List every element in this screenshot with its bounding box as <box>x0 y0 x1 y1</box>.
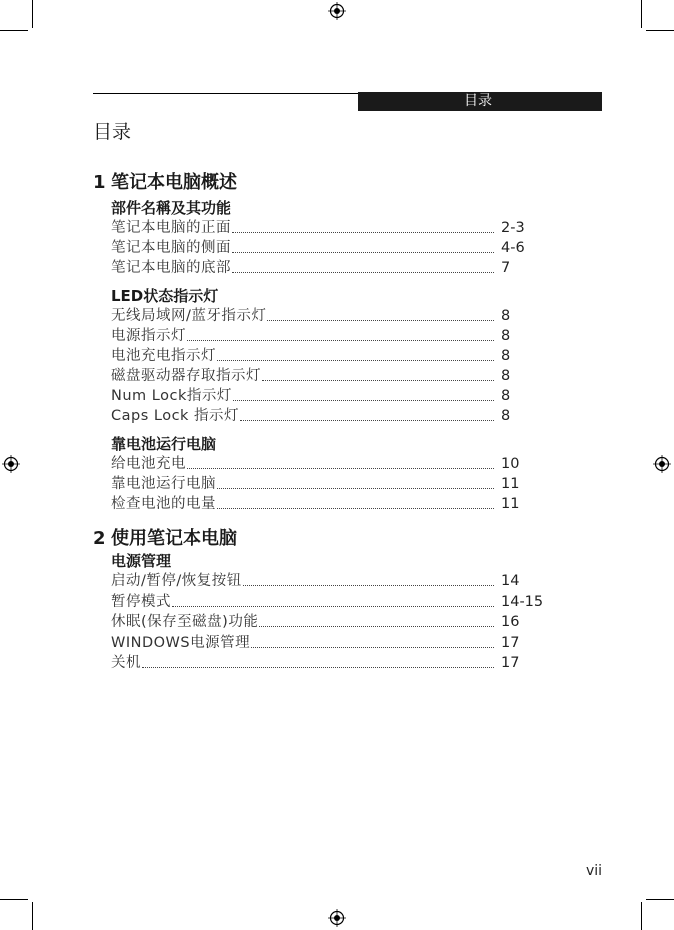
toc-entry-label: 关机 <box>111 655 141 671</box>
running-header <box>358 92 602 111</box>
toc-entry[interactable] <box>111 612 546 632</box>
toc-leader <box>233 400 494 401</box>
toc-entry-page: 8 <box>501 328 511 344</box>
toc-entry-page: 16 <box>501 614 520 630</box>
toc-entry-page: 4-6 <box>501 240 525 256</box>
toc-entry[interactable] <box>111 346 546 366</box>
crop-mark-bottom-right-horizontal <box>646 899 674 900</box>
page-title: 目录 <box>93 121 132 143</box>
chapter-number: 2 <box>93 528 106 549</box>
toc-entry-label: 电源指示灯 <box>111 328 186 344</box>
toc-entry-page: 11 <box>501 496 520 512</box>
toc-entry-page: 10 <box>501 456 520 472</box>
toc-entry-label: 检查电池的电量 <box>111 496 216 512</box>
toc-leader <box>217 488 494 489</box>
toc-entry-page: 7 <box>501 260 511 276</box>
toc-entry-label: 休眠(保存至磁盘)功能 <box>111 614 259 630</box>
toc-entry-label: Num Lock指示灯 <box>111 388 232 404</box>
section-heading: 部件名稱及其功能 <box>111 199 232 217</box>
registration-mark-icon <box>2 455 20 473</box>
toc-entry-label: 磁盘驱动器存取指示灯 <box>111 368 261 384</box>
crop-mark-bottom-left-vertical <box>32 902 33 930</box>
crop-mark-top-left-horizontal <box>0 30 28 31</box>
toc-entry-page: 14-15 <box>501 594 544 610</box>
page-number: vii <box>586 863 603 879</box>
toc-entry-page: 8 <box>501 408 511 424</box>
toc-entry-label: 无线局域网/蓝牙指示灯 <box>111 308 267 324</box>
toc-entry-page: 14 <box>501 573 520 589</box>
toc-entry[interactable] <box>111 494 546 514</box>
toc-entry-page: 11 <box>501 476 520 492</box>
toc-entry[interactable] <box>111 653 546 673</box>
toc-leader <box>251 647 494 648</box>
crop-mark-top-right-vertical <box>641 0 642 28</box>
toc-entry-page: 8 <box>501 348 511 364</box>
toc-leader <box>243 585 494 586</box>
toc-entry-page: 8 <box>501 308 511 324</box>
toc-entry-page: 17 <box>501 635 520 651</box>
toc-leader <box>267 320 494 321</box>
section-heading: LED状态指示灯 <box>111 287 219 305</box>
crop-mark-top-left-vertical <box>32 0 33 28</box>
toc-leader <box>262 380 494 381</box>
toc-entry[interactable] <box>111 571 546 591</box>
toc-entry[interactable] <box>111 474 546 494</box>
toc-entry[interactable] <box>111 326 546 346</box>
registration-mark-icon <box>328 909 346 927</box>
toc-leader <box>232 232 494 233</box>
running-header-label: 目录 <box>464 93 492 109</box>
toc-entry-label: 笔记本电脑的正面 <box>111 220 231 236</box>
toc-entry-label: Caps Lock 指示灯 <box>111 408 240 424</box>
toc-leader <box>217 360 494 361</box>
toc-leader <box>187 468 494 469</box>
toc-entry-label: 给电池充电 <box>111 456 186 472</box>
toc-leader <box>187 340 494 341</box>
toc-entry-label: 电池充电指示灯 <box>111 348 216 364</box>
toc-entry[interactable] <box>111 366 546 386</box>
toc-entry[interactable] <box>111 454 546 474</box>
toc-entry[interactable] <box>111 218 546 238</box>
toc-entry[interactable] <box>111 306 546 326</box>
crop-mark-bottom-right-vertical <box>641 902 642 930</box>
registration-mark-icon <box>328 2 346 20</box>
crop-mark-top-right-horizontal <box>646 30 674 31</box>
toc-entry[interactable] <box>111 406 546 426</box>
chapter-number: 1 <box>93 172 106 193</box>
toc-entry-page: 2-3 <box>501 220 525 236</box>
section-heading: 电源管理 <box>111 552 172 570</box>
registration-mark-icon <box>653 455 671 473</box>
toc-entry-page: 8 <box>501 388 511 404</box>
toc-entry-label: 暂停模式 <box>111 594 171 610</box>
toc-leader <box>172 606 494 607</box>
section-heading: 靠电池运行电脑 <box>111 435 217 453</box>
toc-leader <box>217 508 494 509</box>
toc-entry[interactable] <box>111 258 546 278</box>
toc-leader <box>259 626 494 627</box>
toc-entry[interactable] <box>111 238 546 258</box>
header-rule <box>93 93 358 94</box>
chapter-title: 使用笔记本电脑 <box>111 528 237 549</box>
toc-leader <box>240 420 494 421</box>
toc-entry-label: 笔记本电脑的底部 <box>111 260 231 276</box>
toc-entry[interactable] <box>111 386 546 406</box>
toc-entry-label: WINDOWS电源管理 <box>111 635 251 651</box>
toc-entry-label: 启动/暂停/恢复按钮 <box>111 573 242 589</box>
toc-entry-label: 笔记本电脑的侧面 <box>111 240 231 256</box>
chapter-heading <box>93 168 237 194</box>
toc-entry-page: 8 <box>501 368 511 384</box>
toc-leader <box>232 252 494 253</box>
chapter-heading <box>93 524 237 550</box>
crop-mark-bottom-left-horizontal <box>0 899 28 900</box>
toc-leader <box>232 272 494 273</box>
chapter-title: 笔记本电脑概述 <box>111 172 237 193</box>
toc-entry[interactable] <box>111 592 546 612</box>
toc-entry-label: 靠电池运行电脑 <box>111 476 216 492</box>
toc-entry-page: 17 <box>501 655 520 671</box>
toc-entry[interactable] <box>111 633 546 653</box>
toc-leader <box>142 667 494 668</box>
